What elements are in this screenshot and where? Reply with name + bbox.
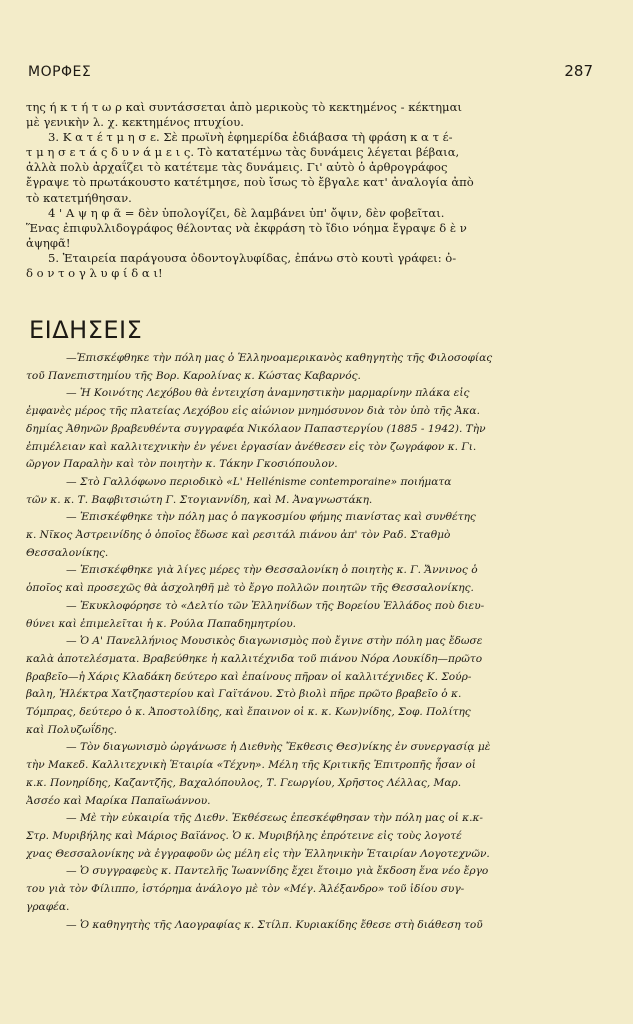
news-line: — Ἡ Κοινότης Λεχόβου θὰ ἐντειχίση ἀναμνηστικὴν μαρμαρίνην πλάκα εἰς	[66, 387, 470, 400]
news-line: Ἀσσέο καὶ Μαρίκα Παπαϊωάννου.	[26, 794, 211, 807]
news-line: Τόμπρας, δεύτερο ὁ κ. Ἀποστολίδης, καὶ ἔπαινον οἱ κ. κ. Κων)νίδης, Σοφ. Πολίτης	[26, 706, 471, 719]
news-line: — Στὸ Γαλλόφωνο περιοδικὸ «L' Hellénisme contemporaine» ποιήματα	[66, 475, 452, 488]
news-line: — Ὁ συγγραφεὺς κ. Παντελῆς Ἰωαννίδης ἔχει ἕτοιμο γιὰ ἔκδοση ἕνα νέο ἔργο	[66, 865, 489, 878]
text-line: τὸ κατετμήθησαν.	[26, 190, 132, 205]
text-line: ἀψηφᾶ!	[26, 235, 71, 250]
news-line: καλὰ ἀποτελέσματα. Βραβεύθηκε ἡ καλλιτέχνιδα τοῦ πιάνου Νόρα Λουκίδη—πρῶτο	[26, 652, 483, 665]
news-line: ὁποῖος καὶ προσεχῶς θὰ ἀσχοληθῆ μὲ τὸ ἔργο πολλῶν ποιητῶν τῆς Θεσσαλονίκης.	[26, 582, 474, 595]
news-line: — Ἐκυκλοφόρησε τὸ «Δελτίο τῶν Ἑλληνίδων τῆς Βορείου Ἑλλάδος ποὺ διευ-	[66, 599, 485, 612]
intro-text-block	[26, 100, 599, 281]
text-line: τ μ η σ ε τ ά ς δ υ ν ά μ ε ι ς. Τὸ κατατέμνω τὰς δυνάμεις λέγεται βέβαια,	[26, 145, 460, 160]
news-line: χνας Θεσσαλονίκης νὰ ἐγγραφοῦν ὡς μέλη εἰς τὴν Ἑλληνικὴν Ἑταιρίαν Λογοτεχνῶν.	[26, 847, 490, 860]
text-line: δ ο ν τ ο γ λ υ φ ί δ α ι!	[26, 266, 163, 281]
text-line: της ή κ τ ή τ ω ρ καὶ συντάσσεται ἀπὸ μερικοὺς τὸ κεκτημένος - κέκτημαι	[26, 100, 462, 114]
news-line: — Μὲ τὴν εὐκαιρία τῆς Διεθν. Ἐκθέσεως ἐπεσκέφθησαν τὴν πόλη μας οἱ κ.κ-	[66, 812, 484, 825]
news-line: βραβεῖο—ἡ Χάρις Κλαδάκη δεύτερο καὶ ἐπαίνους πῆραν οἱ καλλιτέχνιδες Κ. Σούρ-	[26, 670, 472, 683]
page-header	[28, 64, 593, 84]
news-line: τῶν κ. κ. Τ. Βαφβιτσιώτη Γ. Στογιαννίδη, καὶ Μ. Ἀναγνωστάκη.	[26, 493, 373, 506]
news-line: ἐμφανὲς μέρος τῆς πλατείας Λεχόβου εἰς αἰώνιον μνημόσυνον διὰ τὸν ὑπὸ τῆς Ἀκα.	[26, 405, 480, 418]
running-title: ΜΟΡΦΕΣ	[28, 64, 92, 80]
news-line: καὶ Πολυζωΐδης.	[26, 723, 117, 736]
news-line: γραφέα.	[26, 900, 70, 913]
news-line: κ.κ. Πονηρίδης, Καζαντζῆς, Βαχαλόπουλος, Τ. Γεωργίου, Χρῆστος Λέλλας, Μαρ.	[26, 776, 462, 789]
text-line: 5. Ἑταιρεία παράγουσα ὀδοντογλυφίδας, ἐπάνω στὸ κουτὶ γράφει: ὀ-	[48, 250, 457, 265]
news-line: —Ἐπισκέφθηκε τὴν πόλη μας ὁ Ἑλληνοαμερικανὸς καθηγητὴς τῆς Φιλοσοφίας	[66, 352, 493, 364]
news-line: Θεσσαλονίκης.	[26, 546, 109, 559]
text-line: ἀλλὰ πολὺ ἀρχαΐζει τὸ κατέτεμε τὰς δυνάμεις. Γι' αὐτὸ ὁ ἀρθρογράφος	[26, 160, 448, 175]
news-line: — Ὁ καθηγητὴς τῆς Λαογραφίας κ. Στίλπ. Κυριακίδης ἔθεσε στὴ διάθεση τοῦ	[66, 918, 483, 931]
news-line: του γιὰ τὸν Φίλιππο, ἱστόρημα ἀνάλογο μὲ τὸν «Μέγ. Ἀλέξανδρο» τοῦ ἰδίου συγ-	[26, 883, 465, 896]
news-line: τὴν Μακεδ. Καλλιτεχνικὴ Ἑταιρία «Τέχνη». Μέλη τῆς Κριτικῆς Ἐπιτροπῆς ἦσαν οἱ	[26, 759, 476, 772]
news-text-block	[26, 350, 601, 934]
page-number: 287	[564, 62, 593, 80]
news-line: δημίας Ἀθηνῶν βραβευθέντα συγγραφέα Νικόλαον Παπαστεργίου (1885 - 1942). Τὴν	[26, 422, 486, 435]
news-line: κ. Νῖκος Ἀστρεινίδης ὁ ὁποῖος ἔδωσε καὶ ρεσιτάλ πιάνου ἀπ' τὸν Ραδ. Σταθμὸ	[26, 529, 451, 542]
text-line: 3. Κ α τ έ τ μ η σ ε. Σὲ πρωϊνὴ ἐφημερίδα ἐδιάβασα τὴ φράση κ α τ έ-	[48, 130, 453, 145]
news-line: — Ὁ Α' Πανελλήνιος Μουσικὸς διαγωνισμὸς ποὺ ἔγινε στὴν πόλη μας ἔδωσε	[66, 635, 483, 648]
news-line: Στρ. Μυριβήλης καὶ Μάριος Βαϊάνος. Ὁ κ. Μυριβήλης ἐπρότεινε εἰς τοὺς λογοτέ	[26, 829, 462, 842]
news-line: ἐπιμέλειαν καὶ καλλιτεχνικὴν ἐν γένει ἐργασίαν ἀνέθεσεν εἰς τὸν ζωγράφον κ. Γι.	[26, 440, 477, 453]
news-line: θύνει καὶ ἐπιμελεῖται ἡ κ. Ρούλα Παπαδημητρίου.	[26, 617, 297, 630]
text-line: ἔγραψε τὸ πρωτάκουστο κατέτμησε, ποὺ ἴσως τὸ ἔβγαλε κατ' ἀναλογία ἀπὸ	[26, 175, 474, 190]
news-line: ῶργον Παραλὴν καὶ τὸν ποιητὴν κ. Τάκην Γκοσιόπουλον.	[26, 458, 338, 471]
news-line: τοῦ Πανεπιστημίου τῆς Βορ. Καρολίνας κ. Κώστας Καβαρνός.	[26, 369, 361, 382]
news-line: — Τὸν διαγωνισμὸ ὠργάνωσε ἡ Διεθνὴς Ἔκθεσις Θεσ)νίκης ἐν συνεργασίᾳ μὲ	[66, 741, 491, 754]
text-line: Ἕνας ἐπιφυλλιδογράφος θέλοντας νὰ ἐκφράση τὸ ἴδιο νόημα ἔγραψε δ ὲ ν	[26, 220, 467, 235]
news-line: — Ἐπισκέφθηκε γιὰ λίγες μέρες τὴν Θεσσαλονίκη ὁ ποιητὴς κ. Γ. Ἄννινος ὁ	[66, 564, 478, 577]
text-line: μὲ γενικὴν λ. χ. κεκτημένος πτυχίου.	[26, 115, 244, 130]
news-line: βαλη, Ἠλέκτρα Χατζηαστερίου καὶ Γαϊτάνου. Στὸ βιολὶ πῆρε πρῶτο βραβεῖο ὁ κ.	[26, 688, 462, 701]
news-line: — Ἐπισκέφθηκε τὴν πόλη μας ὁ παγκοσμίου φήμης πιανίστας καὶ συνθέτης	[66, 511, 476, 524]
section-title: ΕΙΔΗΣΕΙΣ	[29, 316, 143, 344]
text-line: 4 ' Α ψ η φ ᾶ = δὲν ὑπολογίζει, δὲ λαμβάνει ὑπ' ὄψιν, δὲν φοβεῖται.	[48, 205, 445, 220]
